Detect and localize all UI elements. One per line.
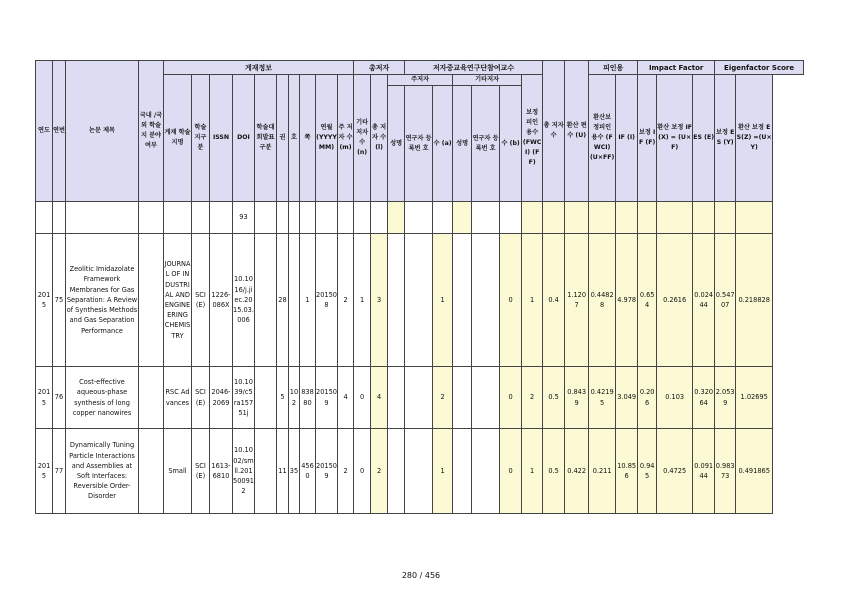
cell-total-authors: 2	[371, 429, 388, 514]
cell-converted: 0.4	[543, 234, 565, 367]
cell-index-type	[255, 234, 277, 367]
page-number: 280 / 456	[401, 571, 441, 580]
header-count-b: 수 (b)	[500, 86, 522, 202]
cell-if: 10.856	[616, 429, 638, 514]
header-impact-factor: Impact Factor	[638, 61, 715, 75]
cell-es-corrected: 0.54707	[715, 234, 736, 367]
header-journal-type: 학술지구분	[192, 75, 210, 202]
cell-journal: JOURNAL OF INDUSTRIAL AND ENGINEERING CHEMISTRY	[164, 234, 192, 367]
cell-pages: 83880	[300, 367, 316, 429]
header-pub-date: 연월 (YYYY MM)	[316, 75, 338, 202]
cell-name-main	[388, 429, 405, 514]
cell-issue: 35	[289, 429, 300, 514]
cell-year: 2015	[36, 367, 53, 429]
cell-type: SCI(E)	[192, 234, 210, 367]
cell-year: 2015	[36, 234, 53, 367]
header-count-a: 수 (a)	[433, 86, 453, 202]
cell-doi: 10.1002/smll.201500912	[233, 429, 255, 514]
header-es-converted: 환산 보정 ES(Z) =(U×Y)	[736, 75, 773, 202]
publication-table	[35, 60, 804, 514]
cell-es-converted: 0.491865	[736, 429, 773, 514]
cell-es: 0.02444	[693, 234, 715, 367]
header-other-authors: 기타 저자 수 (n)	[354, 75, 371, 202]
header-doi: DOI	[233, 75, 255, 202]
header-if: IF (I)	[616, 75, 638, 202]
cell-doi: 93	[233, 202, 255, 234]
cell-fwci-corrected: 0.422	[565, 429, 589, 514]
cell-volume: 5	[277, 367, 289, 429]
cell-other-authors: 0	[354, 367, 371, 429]
cell-if-corrected: 0.945	[638, 429, 657, 514]
cell-reg-no-main	[405, 234, 433, 367]
cell-name-other	[453, 429, 472, 514]
cell-index-type	[255, 367, 277, 429]
cell-count-a: 2	[433, 367, 453, 429]
cell-converted: 0.5	[543, 429, 565, 514]
cell-name-main	[388, 234, 405, 367]
cell-total-count: 2	[522, 367, 543, 429]
cell-volume: 28	[277, 234, 289, 367]
cell-other-authors: 0	[354, 429, 371, 514]
cell-count-a: 1	[433, 429, 453, 514]
header-reg-no-other: 연구자 등록번 호	[472, 86, 500, 202]
cell-converted: 0.5	[543, 367, 565, 429]
header-main-authors: 주 저자 수 (m)	[338, 75, 354, 202]
header-citations: 피인용	[589, 61, 638, 75]
header-es-corrected: 보정 ES (Y)	[715, 75, 736, 202]
header-journal-name: 게재 학술지명	[164, 75, 192, 202]
cell-main-authors: 2	[338, 234, 354, 367]
header-name-main: 성명	[388, 86, 405, 202]
header-issue: 호	[289, 75, 300, 202]
header-if-converted: 환산 보정 IF(X) = (U×F)	[657, 75, 693, 202]
cell-type: SCI(E)	[192, 367, 210, 429]
cell-reg-no-main	[405, 367, 433, 429]
cell-issn: 2046-2069	[210, 367, 233, 429]
cell-count-b: 0	[500, 429, 522, 514]
cell-name-other	[453, 367, 472, 429]
cell-domestic	[139, 367, 164, 429]
header-total-authors: 총 저자 수 (l)	[371, 75, 388, 202]
cell-count-b: 0	[500, 234, 522, 367]
header-name-other: 성명	[453, 86, 472, 202]
cell-es-corrected: 0.98373	[715, 429, 736, 514]
header-publication-info: 게재정보	[164, 61, 354, 75]
cell-fwci-corrected: 1.1207	[565, 234, 589, 367]
header-volume: 권	[277, 75, 289, 202]
header-serial: 연번	[53, 61, 66, 202]
cell-if-corrected: 0.206	[638, 367, 657, 429]
cell-type: SCI(E)	[192, 429, 210, 514]
cell-issue: 102	[289, 367, 300, 429]
header-main-author-group: 주저자	[388, 75, 453, 86]
cell-total-authors: 4	[371, 367, 388, 429]
header-title: 논문 제목	[66, 61, 139, 202]
header-total-count: 총 저자 수	[543, 61, 565, 202]
cell-title: Cost-effective aqueous-phase synthesis of long copper nanowires	[66, 367, 139, 429]
cell-pages: 1	[300, 234, 316, 367]
cell-es: 0.32064	[693, 367, 715, 429]
header-issn: ISSN	[210, 75, 233, 202]
header-converted: 환산 편수 (U)	[565, 61, 589, 202]
cell-reg-no-other	[472, 234, 500, 367]
cell-count-a: 1	[433, 234, 453, 367]
header-index-type: 학술대 회발표 구분	[255, 75, 277, 202]
header-participating-faculty: 저자중교육연구단참여교수	[405, 61, 543, 75]
cell-volume: 11	[277, 429, 289, 514]
cell-name-main	[388, 367, 405, 429]
table-row	[36, 367, 804, 429]
cell-serial: 76	[53, 367, 66, 429]
cell-es: 0.09144	[693, 429, 715, 514]
header-domestic: 국내 /국외 학술지 분야여부	[139, 61, 164, 202]
table-row	[36, 429, 804, 514]
cell-issn: 1226-086X	[210, 234, 233, 367]
cell-doi: 10.1039/c5ra15751j	[233, 367, 255, 429]
cell-es-converted: 1.02695	[736, 367, 773, 429]
header-eigenfactor: Eigenfactor Score	[715, 61, 804, 75]
cell-if-converted: 0.103	[657, 367, 693, 429]
cell-if: 4.978	[616, 234, 638, 367]
cell-other-authors: 1	[354, 234, 371, 367]
header-fwci-corrected: 보정 피인 용수 (FWC I) (FF)	[522, 75, 543, 202]
cell-reg-no-other	[472, 367, 500, 429]
cell-serial: 75	[53, 234, 66, 367]
cell-count-b: 0	[500, 367, 522, 429]
cell-domestic	[139, 429, 164, 514]
header-other-author-group: 기타저자	[453, 75, 522, 86]
cell-if-converted: 0.4725	[657, 429, 693, 514]
table-row	[36, 234, 804, 367]
cell-issn: 1613-6810	[210, 429, 233, 514]
cell-title: Zeolitic Imidazolate Framework Membranes for Gas Separation: A Review of Synthesis Methods and Gas Separation Performance	[66, 234, 139, 367]
cell-total-count: 1	[522, 234, 543, 367]
cell-es-corrected: 2.0539	[715, 367, 736, 429]
cell-index-type	[255, 429, 277, 514]
cell-if-converted: 0.2616	[657, 234, 693, 367]
cell-issue	[289, 234, 300, 367]
cell-total-count: 1	[522, 429, 543, 514]
cell-total-authors: 3	[371, 234, 388, 367]
cell-serial: 77	[53, 429, 66, 514]
header-es: ES (E)	[693, 75, 715, 202]
cell-date: 201508	[316, 234, 338, 367]
cell-name-other	[453, 234, 472, 367]
header-year: 연도	[36, 61, 53, 202]
table-row-partial	[36, 202, 804, 234]
cell-main-authors: 4	[338, 367, 354, 429]
cell-if-corrected: 0.654	[638, 234, 657, 367]
header-if-corrected: 보정 IF (F)	[638, 75, 657, 202]
cell-title: Dynamically Tuning Particle Interactions and Assemblies at Soft Interfaces: Reversible Order-Disorder	[66, 429, 139, 514]
cell-journal: Small	[164, 429, 192, 514]
cell-reg-no-other	[472, 429, 500, 514]
cell-journal: RSC Advances	[164, 367, 192, 429]
header-reg-no-main: 연구자 등록번 호	[405, 86, 433, 202]
cell-year: 2015	[36, 429, 53, 514]
header-fwci-converted: 환산보 정피인 용수 (FWCI) (U×FF)	[589, 75, 616, 202]
cell-reg-no-main	[405, 429, 433, 514]
cell-doi: 10.1016/j.jiec.2015.03.006	[233, 234, 255, 367]
cell-fwci-converted: 0.44828	[589, 234, 616, 367]
cell-fwci-corrected: 0.8439	[565, 367, 589, 429]
cell-date: 201509	[316, 429, 338, 514]
cell-if: 3.049	[616, 367, 638, 429]
cell-main-authors: 2	[338, 429, 354, 514]
cell-pages: 4560	[300, 429, 316, 514]
cell-fwci-converted: 0.42195	[589, 367, 616, 429]
cell-es-converted: 0.218828	[736, 234, 773, 367]
header-authors: 총저자	[354, 61, 405, 75]
cell-fwci-converted: 0.211	[589, 429, 616, 514]
cell-date: 201509	[316, 367, 338, 429]
cell-domestic	[139, 234, 164, 367]
header-pages: 쪽	[300, 75, 316, 202]
